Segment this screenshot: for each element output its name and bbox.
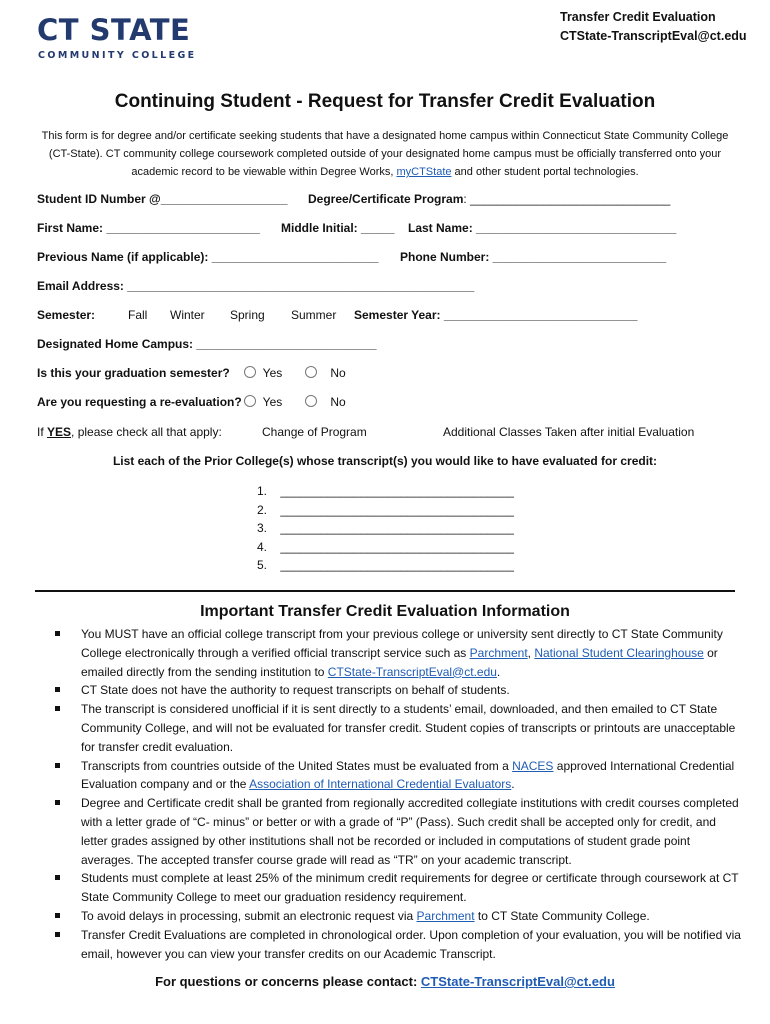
- list-item: [52, 700, 742, 756]
- info-bullet-list: [52, 625, 742, 963]
- bullet-icon: [55, 706, 60, 711]
- prior-college-line-3[interactable]: [257, 520, 514, 536]
- list-number: 2.: [257, 503, 268, 517]
- bullet-text: CT State does not have the authority to request transcripts on behalf of students.: [81, 683, 510, 698]
- list-number: 1.: [257, 484, 268, 498]
- info-section-title: Important Transfer Credit Evaluation Information: [200, 603, 570, 620]
- blank-line: ___________________________________: [280, 558, 514, 572]
- prior-college-line-5[interactable]: [257, 557, 514, 573]
- contact-label: For questions or concerns please contact:: [155, 974, 421, 989]
- intro-text-before: This form is for degree and/or certificate seeking students that have a designated home campus within Connecticut State Community College (CT-State). CT community college coursework completed outside of your designated home campus must be officially transferred onto your academic record to be viewable within Degree Works,: [41, 130, 729, 178]
- bullet-icon: [55, 913, 60, 918]
- bullet-text: Transfer Credit Evaluations are completed in chronological order. Upon completion of your evaluation, you will be notified via email, however you can view your transfer credits on our Academic Transcript.: [81, 927, 741, 961]
- semester-option-winter[interactable]: Winter: [170, 308, 205, 322]
- contact-line: [0, 974, 770, 989]
- transcript-email-link[interactable]: CTState-TranscriptEval@ct.edu: [327, 664, 497, 679]
- list-item: [52, 869, 742, 907]
- previous-name-field[interactable]: Previous Name (if applicable): _________________________: [37, 250, 379, 264]
- list-number: 3.: [257, 521, 268, 535]
- bullet-text: You MUST have an official college transcript from your previous college or university sent directly to CT State Community College electronically through a verified official transcript service such as: [81, 627, 723, 660]
- if-yes-instruction: [37, 424, 222, 440]
- list-item: [52, 926, 742, 964]
- reevaluation-no-option[interactable]: [305, 394, 346, 410]
- semester-option-fall[interactable]: Fall: [128, 308, 148, 322]
- bullet-text: Degree and Certificate credit shall be granted from regionally accredited collegiate institutions with credit courses completed with a letter grade of “C- minus” or better or with a grade of “P” (Pass). Such credit shall be accepted only for credit, and letter grades assigned by other institutions shall not be recorded or included in computations of student grade point averages. The accepted transfer course grade will read as “TR” on your academic transcript.: [81, 796, 739, 867]
- parchment-link[interactable]: Parchment: [469, 645, 528, 660]
- graduation-no-label: No: [330, 366, 346, 380]
- contact-email-link[interactable]: CTState-TranscriptEval@ct.edu: [420, 974, 615, 989]
- reevaluation-yes-option[interactable]: [244, 394, 282, 410]
- header-email: CTState-TranscriptEval@ct.edu: [560, 29, 747, 43]
- list-item: [52, 794, 742, 869]
- degree-program-field[interactable]: [308, 191, 670, 207]
- bullet-text: Students must complete at least 25% of the minimum credit requirements for degree or certificate through coursework at CT State Community College to meet our graduation residency requirement.: [81, 871, 739, 905]
- phone-number-field[interactable]: Phone Number: __________________________: [400, 250, 667, 264]
- middle-initial-field[interactable]: Middle Initial: _____: [281, 221, 395, 235]
- aice-link[interactable]: Association of International Credential Evaluators: [249, 777, 512, 792]
- bullet-text: Transcripts from countries outside of the United States must be evaluated from a: [81, 758, 513, 773]
- last-name-field[interactable]: Last Name: ______________________________: [408, 221, 677, 235]
- bullet-text: The transcript is considered unofficial if it is sent directly to a students’ email, downloaded, and then emailed to CT State Community College, and will not be evaluated for transfer credit. Student copies of transcripts or printouts are unacceptable for transfer credit evaluation.: [81, 702, 736, 754]
- graduation-no-option[interactable]: [305, 365, 346, 381]
- semester-option-spring[interactable]: Spring: [230, 308, 265, 322]
- reevaluation-question: Are you requesting a re-evaluation?: [37, 395, 242, 409]
- reevaluation-no-label: No: [330, 395, 346, 409]
- blank-line: ___________________________________: [280, 540, 514, 554]
- radio-icon[interactable]: [244, 366, 256, 378]
- bullet-text: to CT State Community College.: [474, 908, 650, 923]
- if-suffix: , please check all that apply:: [71, 425, 222, 439]
- prior-college-line-1[interactable]: [257, 483, 514, 499]
- bullet-text: or emailed directly from the sending institution to: [81, 645, 718, 679]
- bullet-text: .: [511, 777, 515, 792]
- blank-line: ___________________________________: [280, 503, 514, 517]
- bullet-icon: [55, 687, 60, 692]
- radio-icon[interactable]: [305, 366, 317, 378]
- graduation-yes-label: Yes: [262, 366, 283, 380]
- bullet-icon: [55, 763, 60, 768]
- blank-line: ___________________________________: [280, 521, 514, 535]
- radio-icon[interactable]: [244, 395, 256, 407]
- naces-link[interactable]: NACES: [512, 758, 554, 773]
- list-item: [52, 681, 742, 700]
- list-item: [52, 757, 742, 795]
- semester-year-field[interactable]: Semester Year: _____________________________: [354, 308, 638, 322]
- list-item: [52, 907, 742, 926]
- change-of-program-option[interactable]: Change of Program: [262, 425, 367, 439]
- list-number: 4.: [257, 540, 268, 554]
- bullet-icon: [55, 932, 60, 937]
- national-student-clearinghouse-link[interactable]: National Student Clearinghouse: [534, 645, 704, 660]
- bullet-text: .: [496, 664, 501, 679]
- bullet-icon: [55, 800, 60, 805]
- myctstate-link[interactable]: myCTState: [396, 166, 452, 178]
- parchment-link[interactable]: Parchment: [416, 908, 475, 923]
- prior-college-line-2[interactable]: [257, 502, 514, 518]
- student-id-field[interactable]: Student ID Number @___________________: [37, 192, 288, 206]
- if-yes-emphasis: YES: [47, 425, 72, 439]
- intro-text-after: and other student portal technologies.: [451, 166, 639, 178]
- home-campus-field[interactable]: Designated Home Campus: ___________________________: [37, 337, 377, 351]
- bullet-icon: [55, 875, 60, 880]
- prior-college-line-4[interactable]: [257, 539, 514, 555]
- semester-label: Semester:: [37, 308, 96, 322]
- email-address-field[interactable]: Email Address: ____________________________________________________: [37, 279, 475, 293]
- blank-line: ___________________________________: [280, 484, 514, 498]
- additional-classes-option[interactable]: Additional Classes Taken after initial Evaluation: [443, 425, 695, 439]
- bullet-icon: [55, 631, 60, 636]
- degree-program-blank: : ______________________________: [463, 192, 671, 206]
- degree-program-label: Degree/Certificate Program: [308, 192, 464, 206]
- page-title: Continuing Student - Request for Transfer Credit Evaluation: [114, 91, 656, 112]
- logo-subtitle: COMMUNITY COLLEGE: [38, 50, 197, 61]
- if-prefix: If: [37, 425, 48, 439]
- bullet-text: To avoid delays in processing, submit an electronic request via: [81, 908, 417, 923]
- graduation-question: Is this your graduation semester?: [37, 366, 230, 380]
- semester-option-summer[interactable]: Summer: [291, 308, 337, 322]
- reevaluation-yes-label: Yes: [262, 395, 283, 409]
- logo-wordmark: CT STATE: [37, 13, 191, 47]
- list-number: 5.: [257, 558, 268, 572]
- first-name-field[interactable]: First Name: _______________________: [37, 221, 260, 235]
- section-divider: [35, 590, 735, 592]
- radio-icon[interactable]: [305, 395, 317, 407]
- intro-paragraph: [30, 127, 740, 181]
- bullet-text: ,: [527, 645, 535, 660]
- prior-colleges-heading: List each of the Prior College(s) whose transcript(s) you would like to have evaluated for credit:: [112, 454, 658, 468]
- graduation-yes-option[interactable]: [244, 365, 282, 381]
- list-item: [52, 625, 742, 681]
- header-form-name: Transfer Credit Evaluation: [560, 10, 716, 24]
- bullet-text: approved International Credential Evaluation company and or the: [81, 758, 735, 792]
